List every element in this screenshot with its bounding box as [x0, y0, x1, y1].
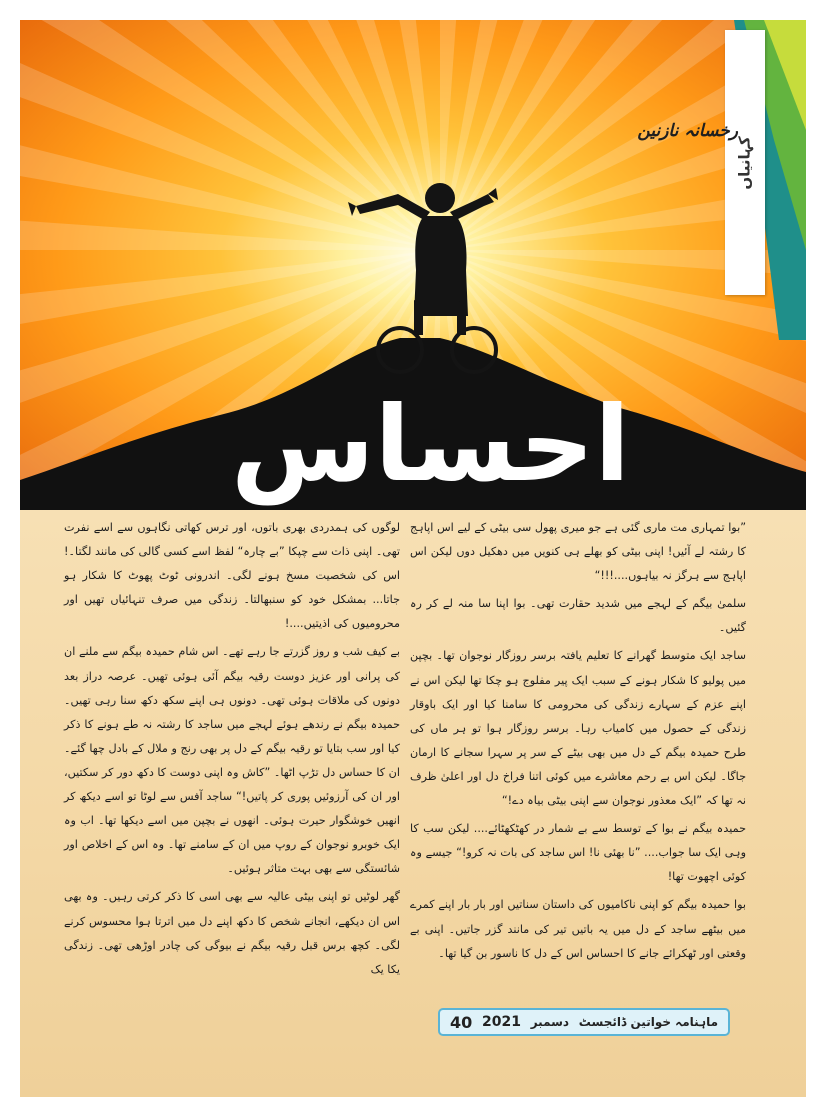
page-number: 40	[450, 1012, 473, 1032]
paragraph: حمیدہ بیگم نے بوا کے توسط سے بے شمار در کھٹکھٹائے.... لیکن سب کا وہی ایک سا جواب.... ”نا بھئی نا! اس ساجد کی بات نہ کرو!“ جیسے وہ کوئی اچھوت تھا!	[410, 822, 746, 884]
author-name: رخسانہ نازنین	[637, 121, 738, 141]
paragraph: ساجد ایک متوسط گھرانے کا تعلیم یافتہ برسر روزگار نوجوان تھا۔ بچپن میں پولیو کا شکار ہونے کے سبب ایک پیر مفلوج ہو چکا تھا لیکن اس نے اپنے عزم کے سہارے زندگی کی محرومی کا سامنا کیا اور ایک باوقار زندگی کے حصول میں کامیاب رہا۔ برسر روزگار ہوا تو ہر ماں کی طرح حمیدہ بیگم کے دل میں بھی بیٹے کے سر پر سہرا سجانے کا ارمان جاگا۔ لیکن اس بے رحم معاشرے میں کوئی اتنا فراخ دل اور اعلیٰ ظرف نہ تھا کہ ”ایک معذور نوجوان سے اپنی بیٹی بیاہ دے!“	[410, 649, 746, 808]
paragraph: سلمیٰ بیگم کے لہجے میں شدید حقارت تھی۔ بوا اپنا سا منہ لے کر رہ گئیں۔	[410, 597, 746, 635]
text-column-right	[410, 516, 746, 970]
paragraph: بے کیف شب و روز گزرتے جا رہے تھے۔ اس شام حمیدہ بیگم سے ملنے ان کی پرانی اور عزیز دوست رقیہ بیگم آئی ہوئی تھیں۔ عرصہ دراز بعد دونوں کی ملاقات ہوئی تھی۔ دونوں ہی اپنے سکھ دکھ سنا رہی تھیں۔ حمیدہ بیگم نے رندھے ہوئے لہجے میں ساجد کا رشتہ نہ طے ہونے کا ذکر کیا اور سب بتایا تو رقیہ بیگم کے دل پر بھی رنج و ملال کے بادل چھا گئے۔ ان کا حساس دل تڑپ اٹھا۔ ”کاش وہ اپنی دوست کا دکھ دور کر سکتیں، اور ان کی آرزوئیں پوری کر پاتیں!“ ساجد آفس سے لوٹا تو اسے دیکھ کر انھیں خوشگوار حیرت ہوئی۔ انھوں نے بچپن میں اسے دیکھا تھا۔ اب وہ ایک خوبرو نوجوان کے روپ میں ان کے سامنے تھا۔ وہ اس کے اخلاص اور شائستگی سے بھی بہت متاثر ہوئیں۔	[64, 645, 400, 876]
paragraph: بوا حمیدہ بیگم کو اپنی ناکامیوں کی داستان سناتیں اور بار بار اپنے کمرے میں بیٹھے ساجد کے دل میں یہ باتیں تیر کی مانند گزر جاتیں۔ اپنی بے وقعتی اور ٹھکرائے جانے کا احساس اس کے دل کا ناسور بن گیا تھا۔	[410, 898, 746, 960]
magazine-name: ماہنامہ خواتین ڈائجسٹ	[578, 1015, 718, 1029]
section-label: کہانیاں	[736, 135, 754, 190]
paragraph: لوگوں کی ہمدردی بھری باتوں، اور ترس کھاتی نگاہوں سے اسے نفرت تھی۔ اپنی ذات سے چپکا ”بے چارہ“ لفظ اسے کسی گالی کی مانند لگتا۔! اس کی شخصیت مسخ ہونے لگی۔ اندرونی ٹوٹ پھوٹ کا شکار ہو جاتا... بمشکل خود کو سنبھالتا۔ زندگی میں صرف تنہائیاں تھیں اور محرومیوں کی اذیتیں....!	[64, 521, 400, 631]
issue-month: دسمبر	[530, 1015, 570, 1029]
page-footer	[438, 1008, 730, 1036]
story-title: احساس	[231, 383, 630, 505]
text-column-left	[64, 516, 400, 986]
section-tab	[725, 30, 765, 295]
magazine-page	[20, 20, 806, 1097]
paragraph: ”بوا تمہاری مت ماری گئی ہے جو میری پھول سی بیٹی کے لیے اس اپاہج کا رشتہ لے آئیں! اپنی بیٹی کو بھلے ہی کنویں میں دھکیل دوں لیکن اس اپاہج سے ہرگز نہ بیاہوں....!!!“	[410, 521, 746, 583]
paragraph: گھر لوٹیں تو اپنی بیٹی عالیہ سے بھی اسی کا ذکر کرتی رہیں۔ وہ بھی اس ان دیکھے، انجانے شخص کا دکھ اپنے دل میں اترتا ہوا محسوس کرنے لگی۔ کچھ برس قبل رقیہ بیگم نے بیوگی کی چادر اوڑھی تھی۔ زندگی یکا یک	[64, 890, 400, 976]
issue-year: 2021	[482, 1014, 521, 1030]
